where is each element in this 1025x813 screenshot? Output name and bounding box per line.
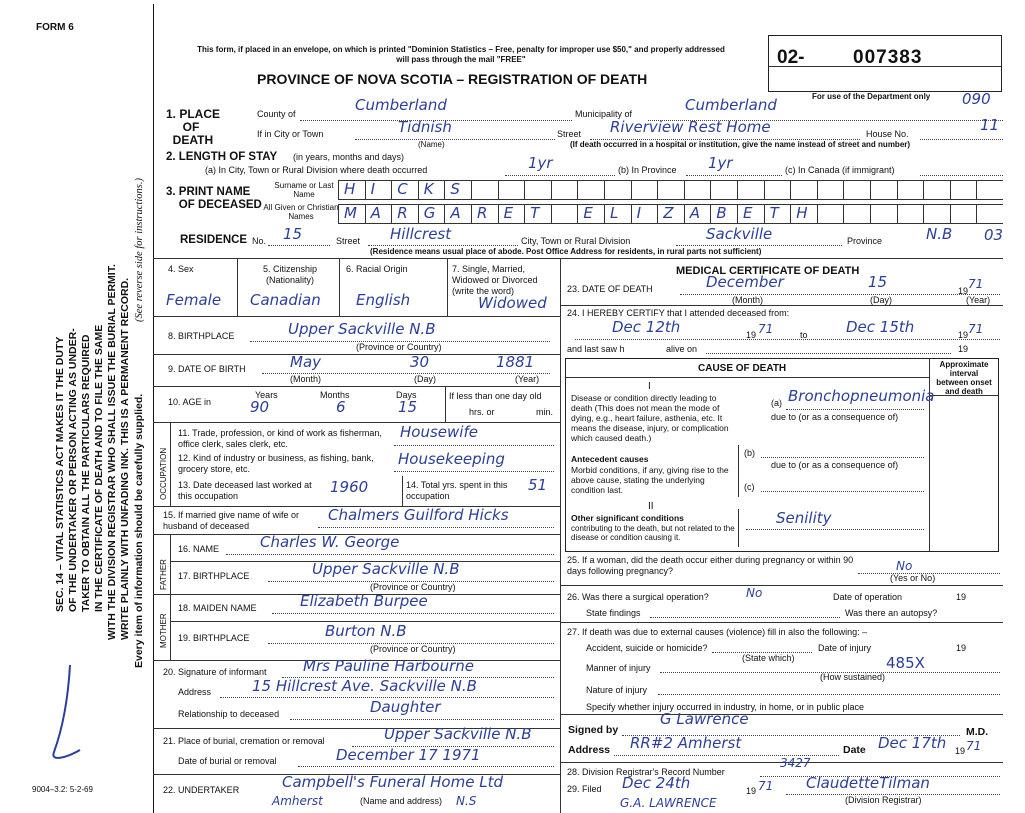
mother-side-label: MOTHER xyxy=(159,613,168,648)
attended-to-label: to xyxy=(800,330,808,340)
stay-label: 2. LENGTH OF STAY xyxy=(166,151,278,163)
form-number: FORM 6 xyxy=(36,22,74,33)
house-no-label: House No. xyxy=(866,129,909,139)
filed-date: Dec 24th xyxy=(622,774,691,792)
given-name-letter-box xyxy=(631,205,659,223)
municipality-label: Municipality of xyxy=(575,109,633,119)
dob-day-caption: (Day) xyxy=(414,374,436,384)
reg-number: 007383 xyxy=(853,47,923,68)
reg-prefix: 02- xyxy=(777,47,805,68)
county-label: County of xyxy=(257,109,296,119)
given-name-letter: M xyxy=(344,204,357,222)
side-line: Every item of information should be carefully supplied. xyxy=(133,393,145,668)
q12-label xyxy=(178,453,403,475)
given-name-letter-box xyxy=(950,205,978,223)
surname-boxes xyxy=(338,180,1003,200)
manner-code: 485X xyxy=(886,654,925,672)
accident-label: Accident, suicide or homicide? xyxy=(586,643,708,653)
cause-c-label: (c) xyxy=(744,482,755,492)
burial-date-label: Date of burial or removal xyxy=(178,756,277,766)
given-name-letter-box xyxy=(737,205,765,223)
antecedent-text: Morbid conditions, if any, giving rise to the above cause, stating the underlying condition last. xyxy=(571,465,729,495)
occupation-side-label: OCCUPATION xyxy=(159,447,168,500)
birthplace-value: Upper Sackville N.B xyxy=(288,320,436,338)
dept-code-2: 11 xyxy=(980,116,1000,134)
surname-letter: S xyxy=(450,180,460,198)
given-name-letter-box xyxy=(444,205,472,223)
racial-origin-label: 6. Racial Origin xyxy=(346,264,408,274)
residence-city-label: City, Town or Rural Division xyxy=(521,236,631,246)
given-name-letter: L xyxy=(610,204,619,222)
father-bp-caption: (Province or Country) xyxy=(370,582,456,592)
given-name-letter-box xyxy=(764,205,792,223)
autopsy-label: Was there an autopsy? xyxy=(845,608,938,618)
dob-year-caption: (Year) xyxy=(515,374,540,384)
direct-cause-label xyxy=(571,393,736,443)
birthplace-label: 8. BIRTHPLACE xyxy=(168,331,235,341)
dob-year: 1881 xyxy=(496,353,535,371)
county-value: Cumberland xyxy=(355,96,447,114)
other-conditions-text: contributing to the death, but not related to the disease or condition causing it. xyxy=(571,524,735,542)
cause-title: CAUSE OF DEATH xyxy=(698,363,787,374)
given-name-letter-box xyxy=(471,205,499,223)
surname-letter-box xyxy=(790,181,818,199)
given-name-letter: E xyxy=(503,204,514,222)
other-conditions-label: Other significant conditions xyxy=(571,513,684,523)
q24-label: 24. I HEREBY CERTIFY that I attended deceased from: xyxy=(567,308,790,318)
citizenship-value: Canadian xyxy=(250,291,321,309)
residence-street-label: Street xyxy=(336,236,361,246)
father-side-label: FATHER xyxy=(159,559,168,590)
injury-date-nineteen: 19 xyxy=(956,643,967,653)
residence-province-value: N.B xyxy=(926,225,953,243)
father-name-value: Charles W. George xyxy=(260,533,400,551)
given-name-letter-box xyxy=(817,205,845,223)
antecedent-label: Antecedent causes xyxy=(571,454,649,464)
residence-no-value: 15 xyxy=(283,225,303,243)
q15-label xyxy=(163,510,323,532)
place-of-death-label: 1. PLACE OF DEATH xyxy=(166,107,221,147)
roman-one: I xyxy=(648,381,651,392)
given-name-letter: Z xyxy=(663,204,674,222)
due-to-2: due to (or as a consequence of) xyxy=(771,460,899,470)
dob-day: 30 xyxy=(410,353,430,371)
side-line: (See reverse side for instructions.) xyxy=(134,178,145,322)
how-sustained-caption: (How sustained) xyxy=(820,672,886,682)
injury-date-label: Date of injury xyxy=(818,643,872,653)
undertaker-city: Amherst xyxy=(272,794,323,808)
surname-letter-box xyxy=(365,181,393,199)
residence-note: (Residence means usual place of abode. Post Office Address for residents, in rural parts not sufficient) xyxy=(370,247,762,256)
dob-label: 9. DATE OF BIRTH xyxy=(168,364,246,374)
surname-letter: C xyxy=(397,180,408,198)
marital-label-text: 7. Single, Married, Widowed or Divorced (write the word) xyxy=(452,264,538,296)
q11-text: 11. Trade, profession, or kind of work as fisherman, office clerk, sales clerk, etc. xyxy=(178,428,382,449)
attended-from-year: 71 xyxy=(758,322,774,336)
q11-value: Housewife xyxy=(400,423,478,441)
op-date-nineteen: 19 xyxy=(956,592,967,602)
roman-two: II xyxy=(648,501,654,512)
surname-letter-box xyxy=(577,181,605,199)
surname-letter-box xyxy=(764,181,792,199)
given-name-letter: I xyxy=(636,204,642,222)
surname-letter-box xyxy=(657,181,685,199)
dod-day-caption: (Day) xyxy=(870,295,892,305)
age-days-caption: Days xyxy=(396,390,417,400)
burial-place-label: 21. Place of burial, cremation or removal xyxy=(163,736,325,746)
given-name-letter-box xyxy=(897,205,925,223)
physician-address-label: Address xyxy=(568,744,611,756)
state-findings-label: State findings xyxy=(586,608,641,618)
dod-year-caption: (Year) xyxy=(966,295,991,305)
manner-label: Manner of injury xyxy=(586,663,651,673)
q14-label xyxy=(406,480,526,502)
given-name-letter-box xyxy=(498,205,526,223)
relationship-label: Relationship to deceased xyxy=(178,709,280,719)
q14-value: 51 xyxy=(528,476,548,494)
marital-value: Widowed xyxy=(478,294,547,312)
age-days: 15 xyxy=(398,398,418,416)
alive-nineteen: 19 xyxy=(958,344,969,354)
other-conditions-value: Senility xyxy=(776,509,832,527)
undertaker-province: N.S xyxy=(456,794,477,808)
given-name-letter: H xyxy=(796,204,808,222)
interval-text: Approximate interval between onset and death xyxy=(936,360,992,396)
given-name-letter-box xyxy=(577,205,605,223)
father-birthplace-value: Upper Sackville N.B xyxy=(312,560,460,578)
q26-label: 26. Was there a surgical operation? xyxy=(567,592,709,602)
institution-note: (If death occurred in a hospital or institution, give the name instead of street and number) xyxy=(570,140,911,149)
side-line: WITH THE DIVISION REGISTRAR WHO SHALL ISSUE THE BURIAL PERMIT. xyxy=(106,264,118,640)
margin-scribble xyxy=(40,660,100,770)
cert-date-nineteen: 19 xyxy=(955,746,966,756)
surname-letter: H xyxy=(344,180,356,198)
residence-city-value: Sackville xyxy=(706,225,773,243)
racial-origin-value: English xyxy=(356,291,411,309)
q11-label xyxy=(178,428,403,450)
q12-text: 12. Kind of industry or business, as fishing, bank, grocery store, etc. xyxy=(178,453,374,474)
given-name-letter-box xyxy=(684,205,712,223)
q13-value: 1960 xyxy=(330,478,369,496)
city-value: Tidnish xyxy=(398,118,452,136)
cause-of-death-box xyxy=(565,358,999,552)
street-label: Street xyxy=(557,129,582,139)
dob-month: May xyxy=(290,353,322,371)
surname-letter-box xyxy=(391,181,419,199)
surname-letter-box xyxy=(817,181,845,199)
interval-label xyxy=(933,360,995,396)
given-name-letter-box xyxy=(843,205,871,223)
surname-letter: K xyxy=(423,180,434,198)
residence-no-label: No. xyxy=(252,236,267,246)
surname-letter-box xyxy=(338,181,366,199)
given-name-letter: A xyxy=(689,204,701,222)
surname-letter-box xyxy=(471,181,499,199)
undertaker-label: 22. UNDERTAKER xyxy=(163,785,240,795)
less-than-day-label: If less than one day old xyxy=(449,391,542,401)
residence-street-value: Hillcrest xyxy=(390,225,452,243)
q14-text: 14. Total yrs. spent in this occupation xyxy=(406,480,508,501)
surname-letter-box xyxy=(498,181,526,199)
stay-city-label: (a) In City, Town or Rural Division where death occurred xyxy=(205,165,428,175)
division-registrar-caption: (Division Registrar) xyxy=(845,795,922,805)
mother-birthplace-label: 19. BIRTHPLACE xyxy=(178,633,250,643)
cert-date-value: Dec 17th xyxy=(878,734,947,752)
mother-name-label: 18. MAIDEN NAME xyxy=(178,603,257,613)
registrar-signature: ClaudetteTilman xyxy=(806,774,930,792)
side-line: WRITE PLAINLY WITH UNFADING INK. THIS IS A PERMANENT RECORD. xyxy=(119,277,131,640)
informant-address-label: Address xyxy=(178,687,212,697)
given-name-letter-box xyxy=(923,205,951,223)
mother-name-value: Elizabeth Burpee xyxy=(300,592,428,610)
relationship-value: Daughter xyxy=(370,698,441,716)
given-name-letter: B xyxy=(716,204,727,222)
surname-letter-box xyxy=(604,181,632,199)
due-to-1: due to (or as a consequence of) xyxy=(771,412,899,422)
attended-to-year: 71 xyxy=(968,322,984,336)
mother-bp-caption: (Province or Country) xyxy=(370,644,456,654)
given-name-letter-box xyxy=(391,205,419,223)
citizenship-label-text: 5. Citizenship (Nationality) xyxy=(262,264,318,285)
stay-province-value: 1yr xyxy=(708,154,733,172)
form-title: PROVINCE OF NOVA SCOTIA – REGISTRATION OF DEATH xyxy=(257,71,648,87)
residence-province-label: Province xyxy=(847,236,883,246)
q13-text: 13. Date deceased last worked at this occupation xyxy=(178,480,312,501)
given-names-label: All Given or Christian Names xyxy=(263,203,339,221)
sex-label: 4. Sex xyxy=(168,264,194,274)
surname-label: Surname or Last Name xyxy=(274,181,334,199)
age-years-caption: Years xyxy=(255,390,278,400)
age-label: 10. AGE in xyxy=(168,397,212,407)
undertaker-caption: (Name and address) xyxy=(360,796,443,806)
city-name-caption: (Name) xyxy=(418,140,445,149)
dept-use-label: For use of the Department only xyxy=(812,92,931,101)
given-name-letter: E xyxy=(743,204,753,222)
op-date-label: Date of operation xyxy=(833,592,903,602)
attended-to: Dec 15th xyxy=(846,318,915,336)
surname-letter-box xyxy=(843,181,871,199)
given-name-letter-box xyxy=(418,205,446,223)
dod-day: 15 xyxy=(868,273,888,291)
surname-letter-box xyxy=(737,181,765,199)
side-line: OF THE UNDERTAKER OR PERSON ACTING AS UNDER- xyxy=(67,328,79,612)
q25-value: No xyxy=(896,559,913,573)
q15-text: 15. If married give name of wife or husband of deceased xyxy=(163,510,300,531)
alive-on-label: alive on xyxy=(666,344,698,354)
side-line: SEC. 14 – VITAL STATISTICS ACT MAKES IT THE DUTY xyxy=(54,336,66,612)
given-name-letter: T xyxy=(530,204,540,222)
q25-label xyxy=(567,555,857,577)
md-label: M.D. xyxy=(966,726,989,738)
stay-province-label: (b) In Province xyxy=(618,165,677,175)
marital-label xyxy=(452,264,557,297)
undertaker-value: Campbell's Funeral Home Ltd xyxy=(282,773,503,791)
dob-month-caption: (Month) xyxy=(290,374,322,384)
surname-letter: I xyxy=(370,180,376,198)
informant-sig-value: Mrs Pauline Harbourne xyxy=(303,657,475,675)
mail-notice-text: This form, if placed in an envelope, on which is printed "Dominion Statistics – Free, penalty for improper use $50," and properly addressed will pass through the mail "FREE" xyxy=(197,45,725,64)
age-months-caption: Months xyxy=(320,390,350,400)
given-name-boxes xyxy=(338,204,1003,224)
surname-letter-box xyxy=(551,181,579,199)
street-value: Riverview Rest Home xyxy=(610,118,771,136)
signed-by-label: Signed by xyxy=(568,724,619,736)
surname-letter-box xyxy=(870,181,898,199)
surname-letter-box xyxy=(897,181,925,199)
hrs-label: hrs. or xyxy=(469,407,495,417)
q15-value: Chalmers Guilford Hicks xyxy=(328,506,509,524)
dod-nineteen: 19 xyxy=(958,286,969,296)
dod-month-caption: (Month) xyxy=(732,295,764,305)
medical-title: MEDICAL CERTIFICATE OF DEATH xyxy=(676,265,860,277)
given-name-letter-box xyxy=(365,205,393,223)
yes-no-caption: (Yes or No) xyxy=(890,573,936,583)
given-name-letter: R xyxy=(477,204,488,222)
mail-notice xyxy=(196,45,726,65)
citizenship-label xyxy=(244,264,336,286)
given-name-letter-box xyxy=(657,205,685,223)
surname-letter-box xyxy=(976,181,1004,199)
stay-city-value: 1yr xyxy=(528,154,553,172)
registration-number-box xyxy=(768,35,1002,92)
given-name-letter: T xyxy=(769,204,779,222)
state-which-caption: (State which) xyxy=(742,653,795,663)
attended-from-nineteen: 19 xyxy=(746,330,757,340)
attended-from: Dec 12th xyxy=(612,318,681,336)
q28-value: 3427 xyxy=(780,756,811,770)
residence-label: RESIDENCE xyxy=(180,234,248,246)
given-name-letter-box xyxy=(976,205,1004,223)
cause-a-value: Bronchopneumonia xyxy=(788,387,935,405)
specify-label: Specify whether injury occurred in industry, in home, or in public place xyxy=(586,702,864,712)
burial-date-value: December 17 1971 xyxy=(336,746,481,764)
cert-date-year: 71 xyxy=(966,739,982,753)
stay-sub: (in years, months and days) xyxy=(293,152,405,162)
age-months: 6 xyxy=(336,398,346,416)
given-name-letter: R xyxy=(397,204,408,222)
q12-value: Housekeeping xyxy=(398,450,505,468)
form-code: 9004–3.2: 5-2-69 xyxy=(32,785,93,794)
father-birthplace-label: 17. BIRTHPLACE xyxy=(178,571,250,581)
other-conditions-desc xyxy=(571,524,736,542)
informant-address-value: 15 Hillcrest Ave. Sackville N.B xyxy=(252,677,477,695)
date-of-death-label: 23. DATE OF DEATH xyxy=(567,284,653,294)
mother-birthplace-value: Burton N.B xyxy=(325,622,407,640)
sex-value: Female xyxy=(166,291,222,309)
surname-letter-box xyxy=(524,181,552,199)
stay-canada-label: (c) In Canada (if immigrant) xyxy=(785,165,895,175)
surname-letter-box xyxy=(710,181,738,199)
given-name-letter: G xyxy=(423,204,436,222)
municipality-value: Cumberland xyxy=(685,96,777,114)
physician-signature: G Lawrence xyxy=(660,710,749,728)
registrar-print-name: G.A. LAWRENCE xyxy=(620,796,717,810)
cause-a-label: (a) xyxy=(771,398,782,408)
surname-letter-box xyxy=(684,181,712,199)
q28-label: 28. Division Registrar's Record Number xyxy=(567,767,725,777)
dept-code: 090 xyxy=(962,90,991,108)
antecedent-desc xyxy=(571,465,736,495)
given-name-letter-box xyxy=(870,205,898,223)
direct-cause-text: Disease or condition directly leading to death (This does not mean the mode of dying, e.g., heart failure, asthenia, etc. It means the disease, injury, or complication which caused death.) xyxy=(571,393,729,443)
given-name-letter: A xyxy=(370,204,381,222)
informant-sig-label: 20. Signature of informant xyxy=(163,667,267,677)
surname-letter-box xyxy=(444,181,472,199)
side-line: TAKER TO OBTAIN ALL THE PARTICULARS REQUIRED xyxy=(80,334,92,612)
given-name-letter-box xyxy=(524,205,552,223)
print-name-label: 3. PRINT NAME OF DECEASED xyxy=(166,186,262,211)
age-years: 90 xyxy=(250,398,270,416)
q26-value: No xyxy=(746,586,763,600)
filed-year: 71 xyxy=(758,779,774,793)
side-line: IN THE CERTIFICATE OF DEATH AND TO FILE THE SAME xyxy=(93,324,105,612)
surname-letter-box xyxy=(923,181,951,199)
cert-date-label: Date xyxy=(843,744,866,756)
q27-label: 27. If death was due to external causes (violence) fill in also the following: – xyxy=(567,627,868,637)
q25-text: 25. If a woman, did the death occur either during pregnancy or within 90 days following pregnancy? xyxy=(567,555,854,576)
given-name-letter: A xyxy=(450,204,461,222)
physician-address-value: RR#2 Amherst xyxy=(630,734,742,752)
filed-nineteen: 19 xyxy=(746,786,757,796)
nature-label: Nature of injury xyxy=(586,685,648,695)
last-saw-label: and last saw h xyxy=(567,344,625,354)
attended-to-nineteen: 19 xyxy=(958,330,969,340)
q13-label xyxy=(178,480,328,502)
given-name-letter-box xyxy=(790,205,818,223)
father-name-label: 16. NAME xyxy=(178,544,220,554)
dod-year: 71 xyxy=(968,277,984,291)
city-label: If in City or Town xyxy=(257,129,324,139)
given-name-letter-box xyxy=(604,205,632,223)
surname-letter-box xyxy=(418,181,446,199)
burial-place-value: Upper Sackville N.B xyxy=(384,725,532,743)
given-name-letter: E xyxy=(583,204,593,222)
given-name-letter-box xyxy=(338,205,366,223)
q29-label: 29. Filed xyxy=(567,784,602,794)
residence-code: 03 xyxy=(984,226,1004,244)
dod-month: December xyxy=(706,273,784,291)
cause-b-label: (b) xyxy=(744,448,755,458)
surname-letter-box xyxy=(631,181,659,199)
min-label: min. xyxy=(536,407,554,417)
given-name-letter-box xyxy=(551,205,579,223)
birthplace-sub: (Province or Country) xyxy=(356,342,442,352)
surname-letter-box xyxy=(950,181,978,199)
given-name-letter-box xyxy=(710,205,738,223)
